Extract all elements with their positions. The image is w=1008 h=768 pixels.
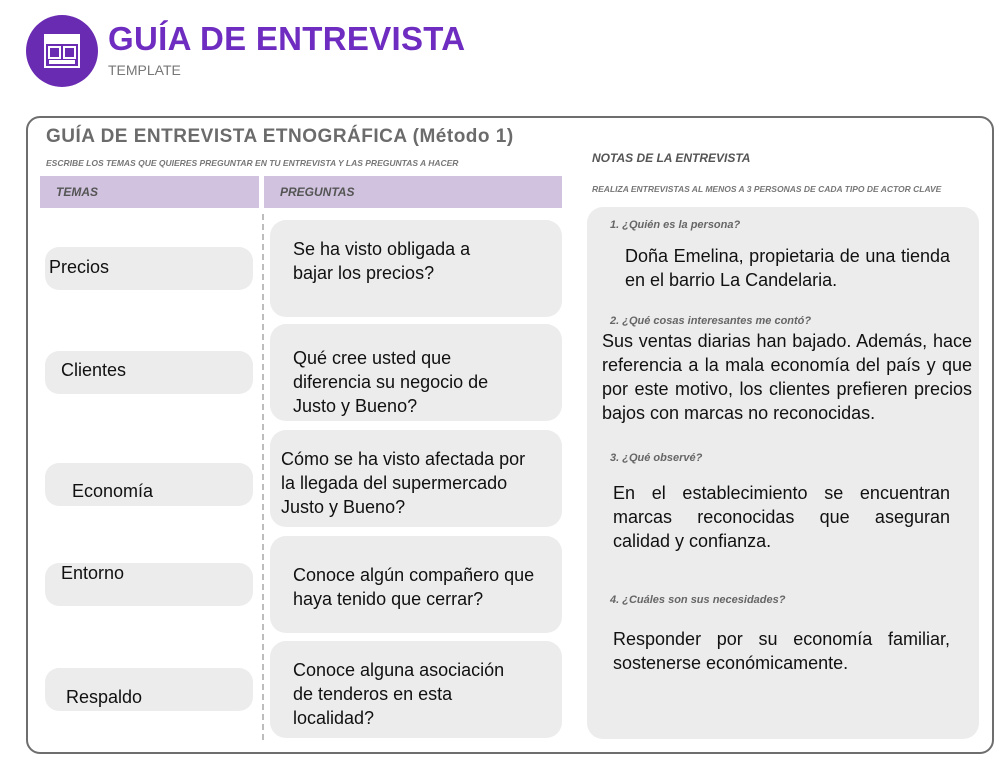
tema-text: Clientes <box>61 360 127 380</box>
question-label: 2. ¿Qué cosas interesantes me contó? <box>610 315 812 327</box>
pregunta-text: Qué cree usted que diferencia su negocio de Justo y Bueno? <box>293 348 489 416</box>
preguntas-header: PREGUNTAS <box>264 176 562 208</box>
pregunta-text: Conoce algún compañero que haya tenido que cerrar? <box>293 565 535 609</box>
answer-text: Doña Emelina, propietaria de una tienda en el barrio La Candelaria. <box>625 246 950 290</box>
answer-text: Sus ventas diarias han bajado. Además, hace referencia a la mala economía del país y que por este motivo, los clientes prefieren precios bajos con marcas no reconocidas. <box>602 331 972 423</box>
tema-text: Respaldo <box>66 687 143 707</box>
question-label: 4. ¿Cuáles son sus necesidades? <box>610 594 786 606</box>
answer-text: Responder por su economía familiar, sostenerse económicamente. <box>613 629 950 673</box>
pregunta-text: Conoce alguna asociación de tenderos en esta localidad? <box>293 660 505 728</box>
page-subtitle: TEMPLATE <box>108 62 181 78</box>
question-label: 3. ¿Qué observé? <box>610 452 703 464</box>
question-label: 1. ¿Quién es la persona? <box>610 219 741 231</box>
storefront-icon <box>40 29 84 73</box>
pregunta-text: Se ha visto obligada a bajar los precios? <box>293 239 471 283</box>
logo <box>26 15 98 87</box>
answer-text: En el establecimiento se encuentran marcas reconocidas que aseguran calidad y confianza. <box>613 483 950 551</box>
document-instruction: ESCRIBE LOS TEMAS QUE QUIERES PREGUNTAR EN TU ENTREVISTA Y LAS PREGUNTAS A HACER <box>46 158 459 168</box>
notes-instruction: REALIZA ENTREVISTAS AL MENOS A 3 PERSONAS DE CADA TIPO DE ACTOR CLAVE <box>592 184 942 194</box>
tema-text: Precios <box>49 257 110 277</box>
document-title: GUÍA DE ENTREVISTA ETNOGRÁFICA (Método 1) <box>46 126 514 147</box>
pregunta-text: Cómo se ha visto afectada por la llegada del supermercado Justo y Bueno? <box>281 449 526 517</box>
page-title: GUÍA DE ENTREVISTA <box>108 20 466 57</box>
notes-title: NOTAS DE LA ENTREVISTA <box>592 151 751 165</box>
tema-text: Entorno <box>61 563 125 583</box>
tema-text: Economía <box>72 481 154 501</box>
column-divider <box>262 214 264 740</box>
temas-header: TEMAS <box>40 176 259 208</box>
